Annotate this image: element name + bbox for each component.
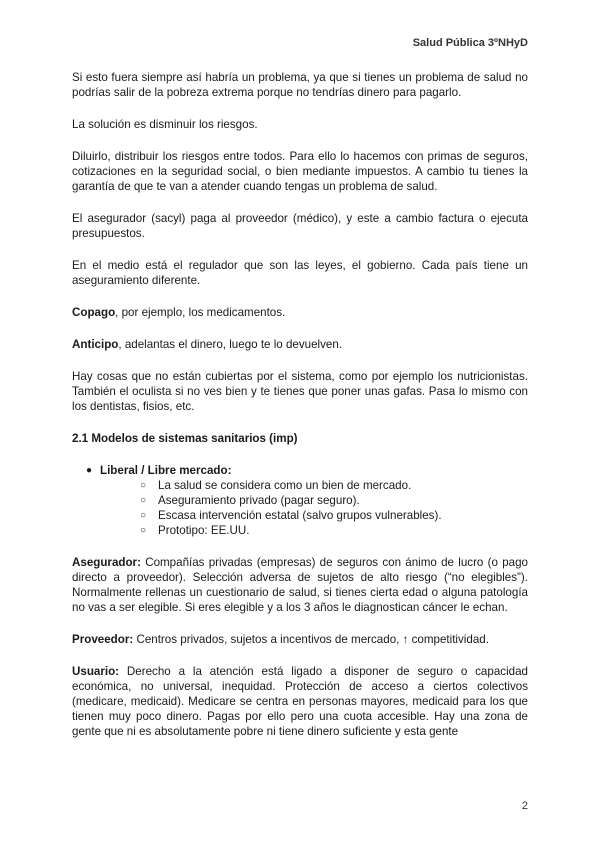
paragraph-3: Diluirlo, distribuir los riesgos entre todos. Para ello lo hacemos con primas de seguros, cotizaciones en la seguridad social, o bien mediante impuestos. A cambio tu tienes la garantía de que te van a atender cuando tengas un problema de salud. <box>72 150 528 193</box>
sub-list-item-text: Prototipo: EE.UU. <box>158 524 250 537</box>
anticipo-term: Anticipo <box>72 338 119 351</box>
paragraph-anticipo <box>72 337 528 352</box>
sub-list-item <box>140 508 528 523</box>
paragraph-5: En el medio está el regulador que son las leyes, el gobierno. Cada país tiene un aseguramiento diferente. <box>72 259 528 287</box>
definition-proveedor <box>72 632 528 647</box>
proveedor-text: Centros privados, sujetos a incentivos de mercado, ↑ competitividad. <box>133 633 489 646</box>
sub-list-item-text: La salud se considera como un bien de mercado. <box>158 479 412 492</box>
copago-term: Copago <box>72 306 116 319</box>
circle-bullet-icon: ○ <box>140 525 147 536</box>
paragraph-8: Hay cosas que no están cubiertas por el sistema, como por ejemplo los nutricionistas. También el oculista si no ves bien y te tienes que poner unas gafas. Pasa lo mismo con los dentistas, fisios, etc. <box>72 370 528 413</box>
anticipo-text: , adelantas el dinero, luego te lo devuelven. <box>118 338 343 351</box>
paragraph-2: La solución es disminuir los riesgos. <box>72 118 258 131</box>
circle-bullet-icon: ○ <box>140 495 147 506</box>
models-list <box>72 463 528 538</box>
sub-list-item-text: Escasa intervención estatal (salvo grupos vulnerables). <box>158 509 442 522</box>
sub-list <box>100 478 528 538</box>
page-number: 2 <box>521 800 528 812</box>
list-item-title: Liberal / Libre mercado: <box>100 464 232 477</box>
asegurador-text: Compañías privadas (empresas) de seguros con ánimo de lucro (o pago directo a proveedor). Selección adversa de sujetos de alto riesgo (“no elegibles”). Normalmente rellenas un cuestionario de salud, si tienes cierta edad o alguna patología no vas a ser elegible. Si eres elegible y a los 3 años le diagnostican cáncer le echan. <box>72 556 528 614</box>
sub-list-item <box>140 478 528 493</box>
page-header: Salud Pública 3ºNHyD <box>412 37 528 49</box>
usuario-text: Derecho a la atención está ligado a disponer de seguro o capacidad económica, no universal, inequidad. Protección de acceso a ciertos colectivos (medicare, medicaid). Medicare se centra en personas mayores, medicaid para los que tienen muy poco dinero. Pagas por ello pero una cuota accesible. Hay una zona de gente que ni es absolutamente pobre ni tiene dinero suficiente y esta gente <box>72 665 528 738</box>
definition-asegurador <box>72 555 528 615</box>
paragraph-copago <box>72 305 528 320</box>
circle-bullet-icon: ○ <box>140 510 147 521</box>
proveedor-term: Proveedor: <box>72 633 134 646</box>
copago-text: , por ejemplo, los medicamentos. <box>115 306 286 319</box>
definition-usuario <box>72 664 528 739</box>
usuario-term: Usuario: <box>72 665 120 678</box>
circle-bullet-icon: ○ <box>140 480 147 491</box>
sub-list-item-text: Aseguramiento privado (pagar seguro). <box>158 494 360 507</box>
asegurador-term: Asegurador: <box>72 556 141 569</box>
paragraph-4: El asegurador (sacyl) paga al proveedor (médico), y este a cambio factura o ejecuta presupuestos. <box>72 212 528 240</box>
sub-list-item <box>140 493 528 508</box>
sub-list-item <box>140 523 528 538</box>
page-content <box>72 70 528 756</box>
bullet-icon: ● <box>86 465 93 476</box>
paragraph-1: Si esto fuera siempre así habría un problema, ya que si tienes un problema de salud no podrías salir de la pobreza extrema porque no tendrías dinero para pagarlo. <box>72 71 528 99</box>
list-item-liberal <box>86 463 528 538</box>
section-heading: 2.1 Modelos de sistemas sanitarios (imp) <box>72 432 298 445</box>
